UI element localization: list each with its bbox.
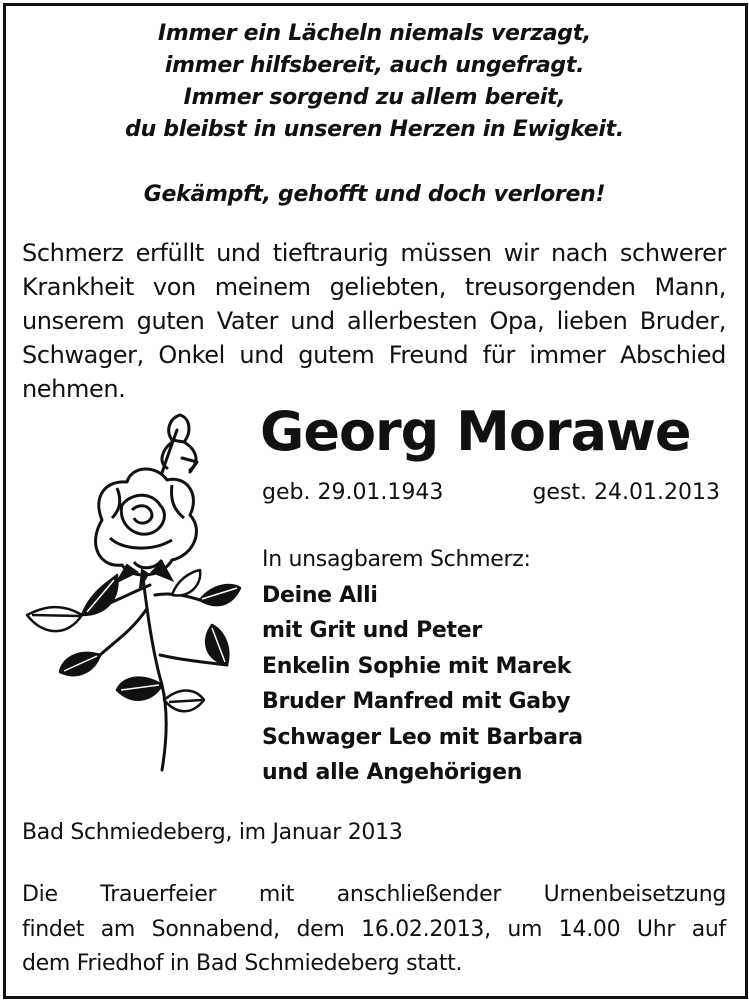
- poem-line: Immer ein Lächeln niemals verzagt,: [158, 21, 591, 46]
- mourner-entry: Schwager Leo mit Barbara: [262, 724, 583, 750]
- mourners-lead: In unsagbarem Schmerz:: [262, 547, 531, 572]
- mourner-entry: Bruder Manfred mit Gaby: [262, 689, 571, 714]
- deceased-name: Georg Morawe: [260, 400, 691, 463]
- intro-text: [22, 236, 726, 406]
- mourner-entry: und alle Angehörigen: [262, 760, 523, 785]
- poem-line: du bleibst in unseren Herzen in Ewigkeit.: [125, 117, 624, 142]
- mourner-entry: mit Grit und Peter: [262, 618, 482, 643]
- intro-line: unserem guten Vater und allerbesten Opa, lieben Bruder,: [22, 307, 726, 335]
- funeral-line: findet am Sonnabend, dem 16.02.2013, um 14.00 Uhr auf: [22, 916, 726, 942]
- motto: Gekämpft, gehofft und doch verloren!: [143, 182, 606, 207]
- intro-line: Krankheit von meinem geliebten, treusorgenden Mann,: [22, 273, 726, 301]
- birth-date: geb. 29.01.1943: [262, 480, 444, 505]
- intro-line: Schwager, Onkel und gutem Freund für immer Abschied: [22, 341, 726, 369]
- death-date: gest. 24.01.2013: [532, 480, 720, 505]
- poem-line: Immer sorgend zu allem bereit,: [183, 85, 566, 110]
- funeral-info: [22, 878, 726, 982]
- mourner-entry: Enkelin Sophie mit Marek: [262, 653, 572, 679]
- poem-line: immer hilfsbereit, auch ungefragt.: [164, 53, 585, 78]
- funeral-line: Die Trauerfeier mit anschließender Urnenbeisetzung: [22, 882, 726, 907]
- mourner-entry: Deine Alli: [262, 582, 378, 608]
- place-and-date: Bad Schmiedeberg, im Januar 2013: [22, 820, 403, 845]
- mourners-list: [262, 542, 583, 791]
- funeral-line: dem Friedhof in Bad Schmiedeberg statt.: [22, 951, 463, 976]
- intro-line: nehmen.: [22, 375, 126, 403]
- intro-line: Schmerz erfüllt und tieftraurig müssen wir nach schwerer: [22, 239, 726, 267]
- rose-illustration: [22, 410, 247, 780]
- memorial-poem: [0, 18, 749, 146]
